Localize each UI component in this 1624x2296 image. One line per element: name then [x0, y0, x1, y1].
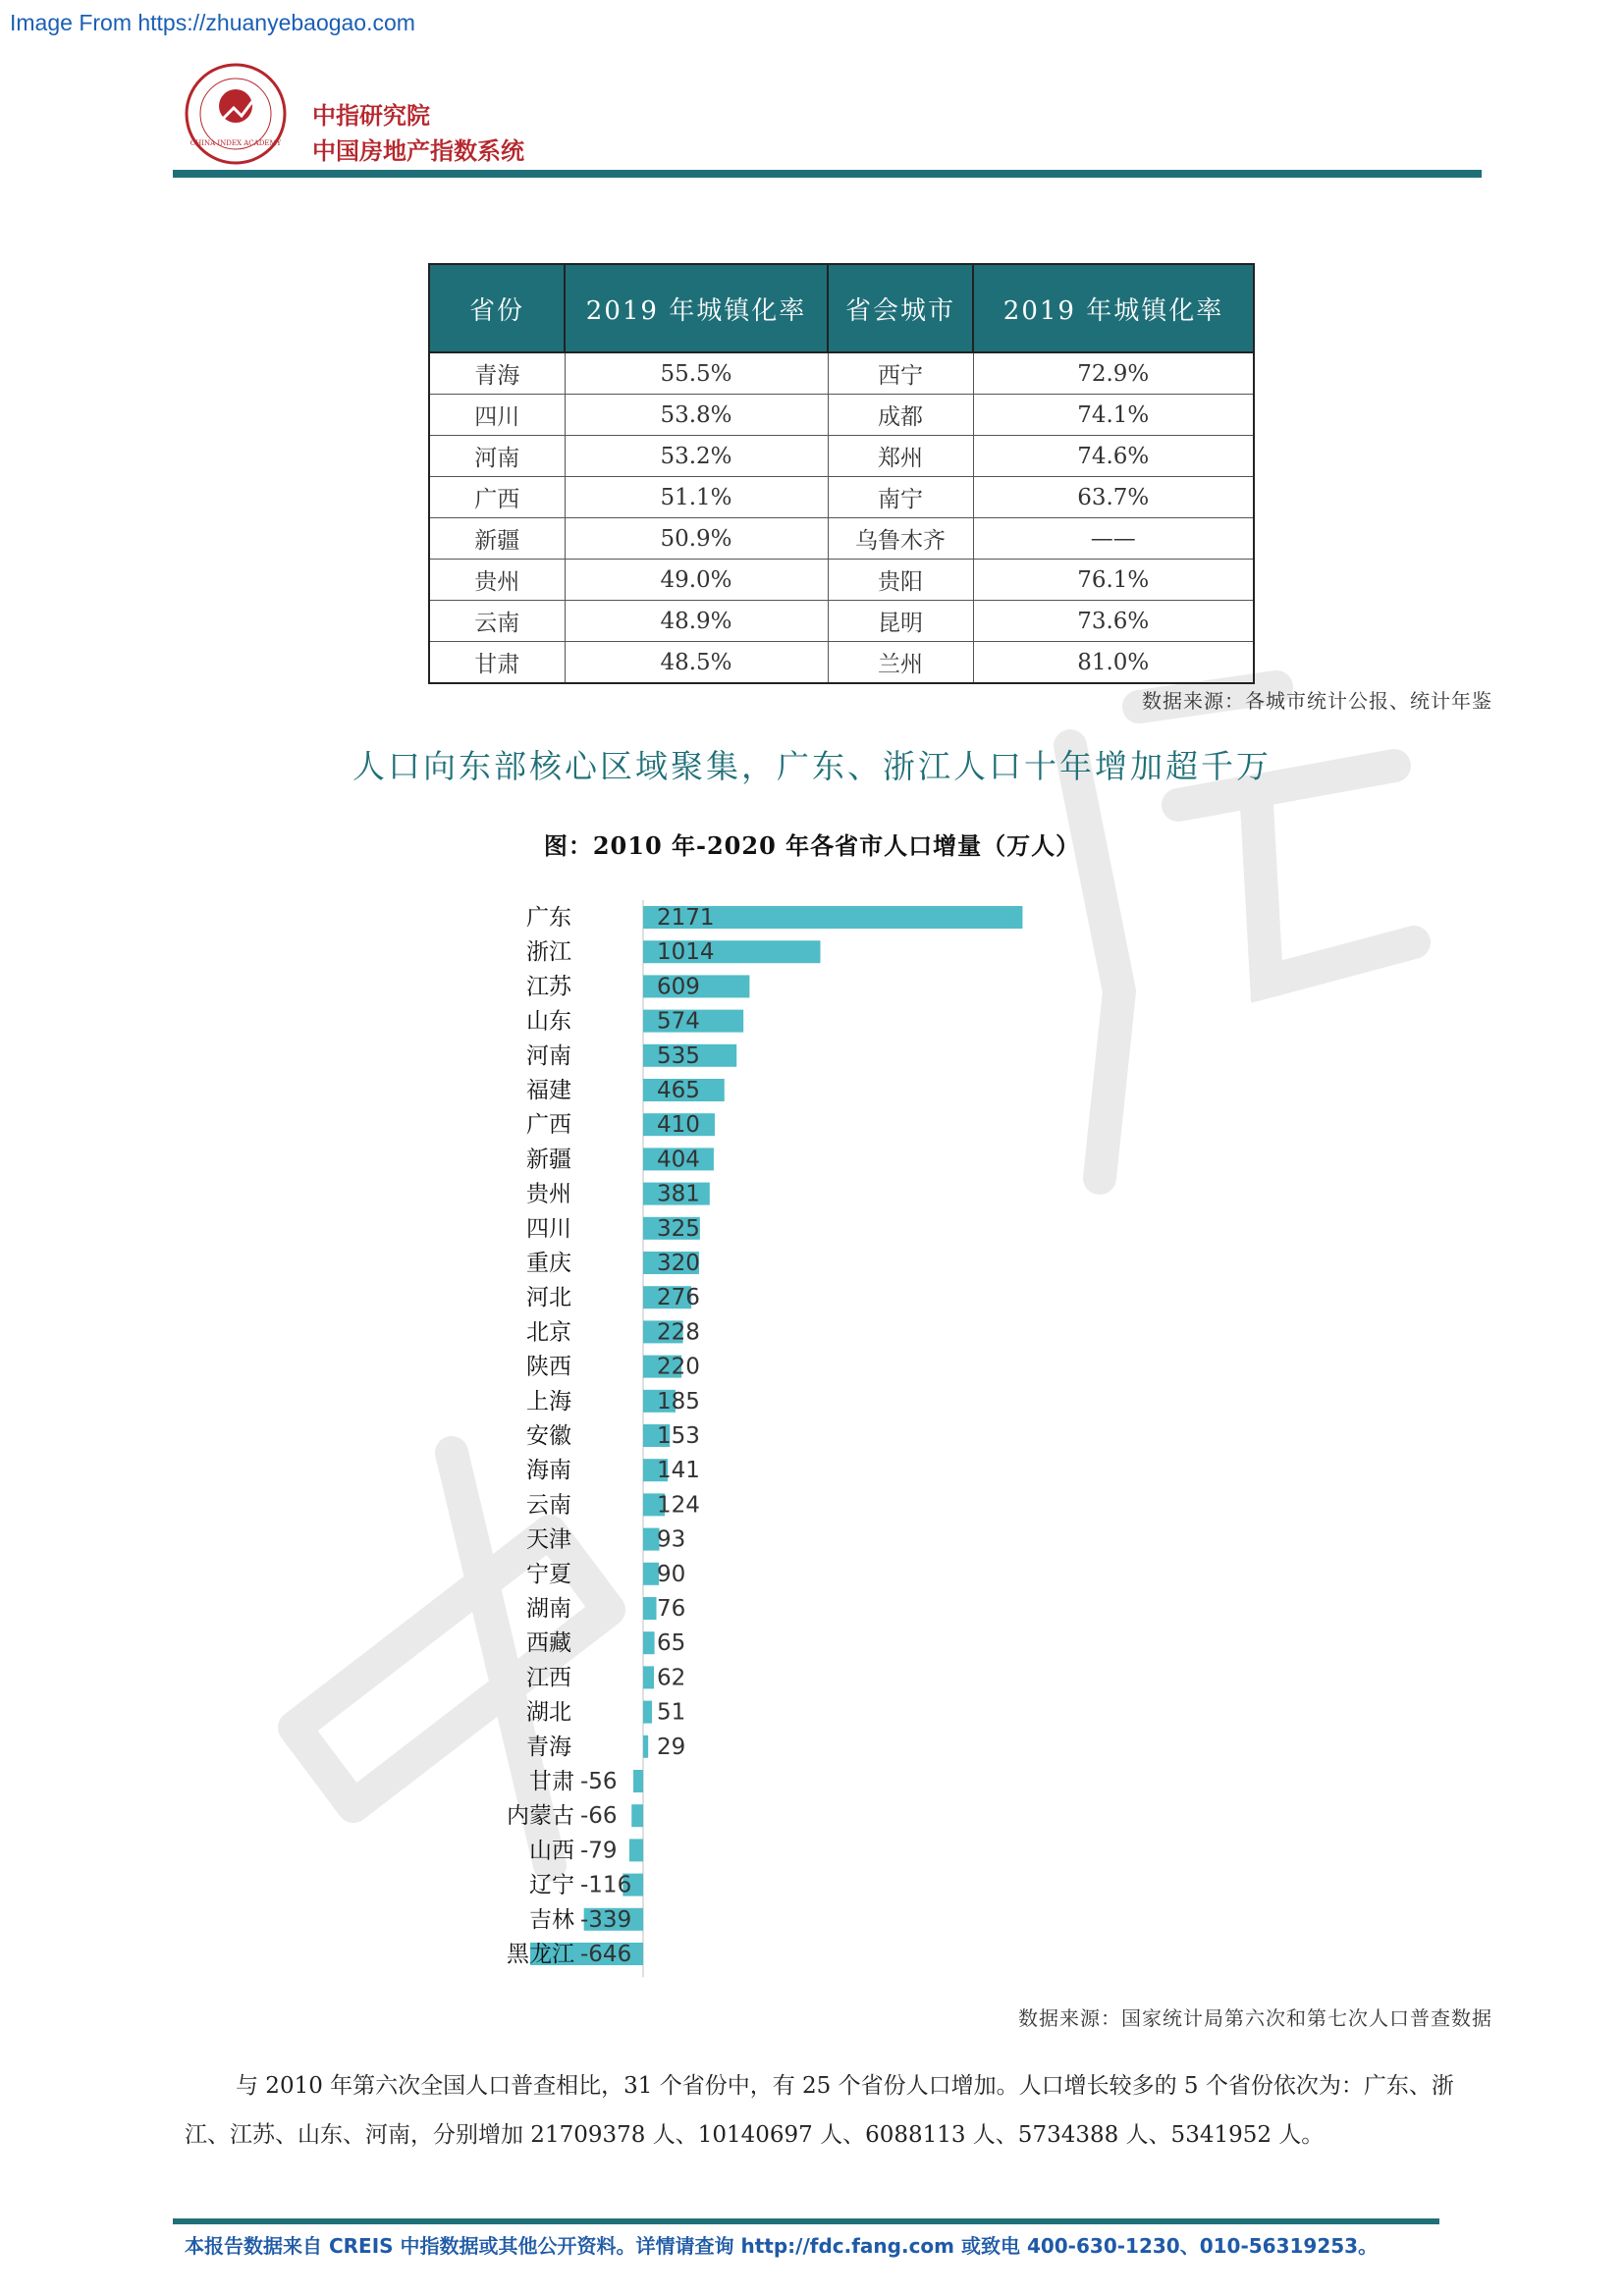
- table-cell: 76.1%: [973, 560, 1254, 601]
- chart-value-label: 62: [657, 1665, 686, 1691]
- chart-value-label: 51: [657, 1699, 686, 1726]
- table-cell: 50.9%: [565, 518, 828, 560]
- chart-category-label: 西藏: [526, 1630, 571, 1657]
- chart-value-label: 381: [657, 1181, 700, 1207]
- chart-value-label: -79: [580, 1838, 618, 1864]
- table-cell: 72.9%: [973, 352, 1254, 395]
- chart-category-label: 湖北: [526, 1699, 571, 1726]
- chart-value-label: 29: [657, 1734, 686, 1760]
- chart-bar: [643, 1735, 648, 1758]
- chart-bar: [643, 1631, 655, 1654]
- chart-category-label: 新疆: [526, 1147, 571, 1173]
- chart-value-label: 90: [657, 1561, 686, 1587]
- table-header-cell: 2019 年城镇化率: [973, 264, 1254, 352]
- chart-category-label: 广西: [526, 1112, 571, 1139]
- table-cell: 48.9%: [565, 601, 828, 642]
- chart-category-label: 宁夏: [526, 1561, 571, 1587]
- chart-source-note: 数据来源：国家统计局第六次和第七次人口普查数据: [1018, 2006, 1492, 2030]
- chart-category-label: 安徽: [526, 1423, 571, 1449]
- chart-value-label: 124: [657, 1492, 700, 1519]
- chart-value-label: 76: [657, 1596, 686, 1622]
- chart-value-label: 220: [657, 1354, 700, 1380]
- chart-category-label: 山东: [526, 1008, 571, 1035]
- chart-category-label: 江苏: [526, 974, 571, 1000]
- table-cell: 广西: [429, 477, 565, 518]
- table-cell: 南宁: [828, 477, 973, 518]
- chart-value-label: -339: [580, 1906, 632, 1933]
- section-title: 人口向东部核心区域聚集，广东、浙江人口十年增加超千万: [352, 747, 1272, 785]
- chart-value-label: -56: [580, 1769, 618, 1794]
- footer-note: 本报告数据来自 CREIS 中指数据或其他公开资料。详情请查询 http://fdc.fang.com 或致电 400-630-1230、010-56319253。: [185, 2234, 1379, 2258]
- table-header-cell: 省份: [429, 264, 565, 352]
- table-cell: 成都: [828, 395, 973, 436]
- table-cell: 48.5%: [565, 642, 828, 684]
- table-cell: 51.1%: [565, 477, 828, 518]
- chart-value-label: 320: [657, 1251, 700, 1276]
- chart-value-label: 141: [657, 1458, 700, 1484]
- chart-category-label: 吉林: [529, 1906, 574, 1933]
- chart-value-label: 228: [657, 1319, 700, 1346]
- body-paragraph: 与 2010 年第六次全国人口普查相比，31 个省份中，有 25 个省份人口增加。人口增长较多的 5 个省份依次为：广东、浙江、江苏、山东、河南，分别增加 21709378 人、10140697 人、6088113 人、5734388 人、5341952 人。: [185, 2073, 1454, 2148]
- chart-bar: [643, 1701, 652, 1724]
- table-cell: 郑州: [828, 436, 973, 477]
- table-cell: 昆明: [828, 601, 973, 642]
- table-cell: 74.6%: [973, 436, 1254, 477]
- table-cell: 53.2%: [565, 436, 828, 477]
- chart-bar: [643, 1666, 654, 1688]
- chart-category-label: 湖南: [526, 1596, 571, 1622]
- table-cell: 青海: [429, 352, 565, 395]
- table-cell: 81.0%: [973, 642, 1254, 684]
- table-source-note: 数据来源：各城市统计公报、统计年鉴: [1142, 689, 1492, 713]
- table-cell: 甘肃: [429, 642, 565, 684]
- chart-value-label: 535: [657, 1042, 700, 1069]
- chart-category-label: 黑龙江: [507, 1942, 574, 1967]
- table-cell: 63.7%: [973, 477, 1254, 518]
- svg-text:CHINA INDEX ACADEMY: CHINA INDEX ACADEMY: [189, 139, 282, 147]
- table-header-cell: 省会城市: [828, 264, 973, 352]
- chart-value-label: 410: [657, 1112, 700, 1139]
- table-cell: 新疆: [429, 518, 565, 560]
- chart-bar: [633, 1770, 643, 1792]
- chart-category-label: 云南: [526, 1492, 571, 1519]
- chart-value-label: -116: [580, 1872, 632, 1898]
- chart-value-label: 276: [657, 1285, 700, 1311]
- chart-category-label: 陕西: [526, 1354, 571, 1380]
- chart-category-label: 甘肃: [529, 1769, 574, 1794]
- chart-value-label: 1014: [657, 939, 715, 966]
- chart-value-label: 465: [657, 1078, 700, 1103]
- footer-divider: [173, 2218, 1439, 2224]
- chart-category-label: 海南: [526, 1458, 571, 1484]
- chart-category-label: 青海: [526, 1734, 571, 1760]
- table-cell: ——: [973, 518, 1254, 560]
- chart-category-label: 福建: [526, 1078, 571, 1103]
- chart-value-label: 153: [657, 1423, 700, 1449]
- chart-category-label: 天津: [526, 1526, 571, 1553]
- chart-category-label: 浙江: [526, 939, 571, 966]
- chart-value-label: 609: [657, 974, 700, 1000]
- chart-category-label: 贵州: [526, 1181, 571, 1207]
- chart-category-label: 广东: [526, 905, 571, 931]
- chart-category-label: 四川: [526, 1215, 571, 1242]
- chart-value-label: -646: [580, 1942, 632, 1967]
- table-cell: 贵阳: [828, 560, 973, 601]
- chart-title: 图：2010 年-2020 年各省市人口增量（万人）: [543, 831, 1081, 860]
- chart-value-label: 404: [657, 1147, 700, 1173]
- chart-category-label: 山西: [529, 1838, 574, 1864]
- chart-value-label: 65: [657, 1630, 686, 1657]
- chart-category-label: 上海: [526, 1388, 571, 1415]
- table-cell: 53.8%: [565, 395, 828, 436]
- table-cell: 73.6%: [973, 601, 1254, 642]
- org-name-line1: 中指研究院: [312, 102, 430, 130]
- chart-category-label: 北京: [526, 1319, 571, 1346]
- chart-category-label: 江西: [526, 1665, 571, 1691]
- table-cell: 河南: [429, 436, 565, 477]
- chart-category-label: 内蒙古: [507, 1803, 574, 1830]
- table-cell: 贵州: [429, 560, 565, 601]
- chart-value-label: -66: [580, 1803, 618, 1830]
- chart-bar: [631, 1804, 643, 1827]
- table-cell: 西宁: [828, 352, 973, 395]
- chart-bar: [643, 1597, 657, 1620]
- chart-value-label: 574: [657, 1008, 700, 1035]
- table-cell: 云南: [429, 601, 565, 642]
- table-cell: 四川: [429, 395, 565, 436]
- org-name-line2: 中国房地产指数系统: [312, 137, 524, 165]
- chart-category-label: 河南: [526, 1042, 571, 1069]
- table-header-cell: 2019 年城镇化率: [565, 264, 828, 352]
- chart-value-label: 93: [657, 1526, 686, 1553]
- chart-category-label: 重庆: [526, 1251, 571, 1276]
- chart-value-label: 325: [657, 1215, 700, 1242]
- source-url-note: Image From https://zhuanyebaogao.com: [10, 10, 415, 35]
- chart-bar: [629, 1839, 643, 1861]
- table-cell: 55.5%: [565, 352, 828, 395]
- table-cell: 兰州: [828, 642, 973, 684]
- table-cell: 74.1%: [973, 395, 1254, 436]
- table-cell: 49.0%: [565, 560, 828, 601]
- chart-category-label: 河北: [526, 1285, 571, 1311]
- chart-value-label: 2171: [657, 905, 715, 931]
- chart-category-label: 辽宁: [529, 1872, 574, 1898]
- chart-value-label: 185: [657, 1388, 700, 1415]
- table-cell: 乌鲁木齐: [828, 518, 973, 560]
